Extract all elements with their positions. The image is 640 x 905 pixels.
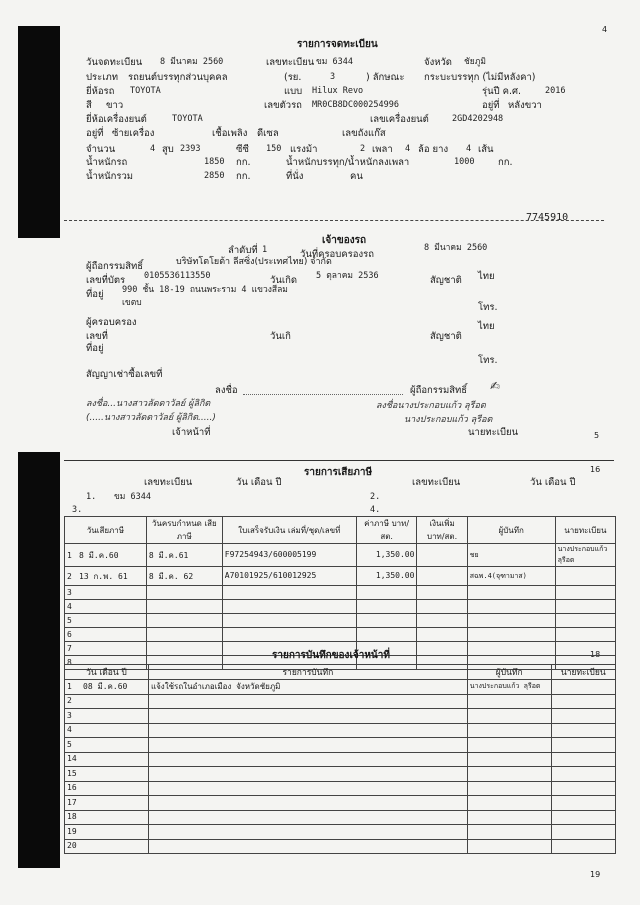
- possess-date-label: วันที่ครอบครองรถ: [300, 249, 374, 260]
- notes-row: [65, 738, 616, 753]
- tax-registrar: [555, 544, 615, 567]
- tax-row-index: 8: [67, 657, 72, 667]
- load-unit: กก.: [498, 157, 513, 168]
- address: 990 ชั้น 18-19 ถนนพระราม 4 แขวงสีลม: [122, 285, 288, 295]
- tax-title: รายการเสียภาษี: [304, 467, 373, 478]
- notes-recorder: [467, 752, 551, 767]
- notes-row-index: 14: [67, 754, 77, 764]
- tax-registrar-text: นางประกอบแก้ว ลุรีอต: [557, 545, 608, 564]
- cc: 150: [266, 144, 282, 154]
- notes-date: [65, 723, 149, 738]
- notes-date: [65, 825, 149, 840]
- sequence: 1: [262, 245, 268, 255]
- rs-number: 3: [330, 72, 336, 82]
- notes-recorder: [467, 796, 551, 811]
- page-number-5: 5: [594, 431, 600, 440]
- engine-brand: TOYOTA: [172, 114, 203, 124]
- notes-date: [65, 738, 149, 753]
- tax-due-date: [146, 600, 222, 614]
- tax-col-recorder: ผู้บันทึก: [467, 517, 555, 544]
- tax-plate-row4-index: 4.: [370, 505, 381, 515]
- notes-date: [65, 839, 149, 854]
- notes-row-index: 18: [67, 812, 77, 822]
- tax-col-due-date: วันครบกำหนด เสียภาษี: [146, 517, 222, 544]
- tax-plate-header: เลขทะเบียน: [144, 477, 193, 488]
- contract-label: สัญญาเช่าซื้อเลขที่: [86, 369, 163, 380]
- notes-col-recorder: ผู้บันทึก: [467, 665, 551, 680]
- sign-holder-line: [243, 394, 403, 395]
- tax-due-date-text: 8 มี.ค.61: [148, 550, 189, 560]
- occupant-birth-label: วันเกิ: [270, 331, 291, 342]
- tax-surcharge: [417, 614, 467, 628]
- brand: TOYOTA: [130, 86, 161, 96]
- tax-amount: [356, 586, 417, 600]
- address-label: ที่อยู่: [86, 289, 104, 300]
- count: 4: [150, 144, 156, 154]
- sign-holder-label: ผู้ถือกรรมสิทธิ์: [410, 385, 468, 396]
- notes-recorder: [467, 723, 551, 738]
- tax-paid-date: [65, 614, 147, 628]
- notes-entry: [148, 796, 467, 811]
- axle-label: เพลา: [372, 144, 393, 155]
- model: Hilux Revo: [312, 86, 364, 96]
- cylinder-label: สูบ: [162, 144, 174, 155]
- notes-col-entry: รายการบันทึก: [148, 665, 467, 680]
- tax-paid-date: [65, 586, 147, 600]
- notes-date: [65, 680, 149, 695]
- notes-row: [65, 694, 616, 709]
- tax-amount-text: 1,350.00: [375, 550, 415, 559]
- notes-entry: [148, 709, 467, 724]
- registrar-label: นายทะเบียน: [468, 427, 519, 438]
- tax-paid-date: [65, 628, 147, 642]
- tax-row: [65, 567, 616, 586]
- weight-label: น้ำหนักรถ: [86, 157, 128, 168]
- tax-due-date: [146, 586, 222, 600]
- notes-row-index: 17: [67, 797, 77, 807]
- notes-row-index: 4: [67, 725, 72, 735]
- fuel-label: เชื้อเพลิง: [212, 128, 248, 139]
- tax-date-header: วัน เดือน ปี: [236, 477, 282, 488]
- plate-label: เลขทะเบียน: [266, 57, 315, 68]
- sequence-label: ลำดับที่: [228, 245, 258, 256]
- page-number-19: 19: [590, 870, 601, 879]
- chassis-number: MR0CB8DC000254996: [312, 100, 399, 110]
- notes-row: [65, 680, 616, 695]
- page-number-4: 4: [602, 25, 608, 34]
- fuel: ดีเซล: [257, 128, 279, 139]
- notes-recorder: [467, 839, 551, 854]
- notes-entry: [148, 694, 467, 709]
- redaction-bar-middle: [18, 452, 60, 668]
- wheel: 4: [466, 144, 472, 154]
- notes-row: [65, 781, 616, 796]
- tax-col-surcharge: เงินเพิ่ม บาท/สต.: [417, 517, 467, 544]
- officer-label: เจ้าหน้าที่: [172, 427, 211, 438]
- tax-registrar: [555, 586, 615, 600]
- occupant-nation: ไทย: [478, 321, 495, 332]
- reg-date: 8 มีนาคม 2560: [160, 57, 224, 67]
- notes-row-index: 2: [67, 696, 72, 706]
- holder-label: ผู้ถือกรรมสิทธิ์: [86, 261, 144, 272]
- tax-recorder: [467, 628, 555, 642]
- notes-recorder: [467, 825, 551, 840]
- holder-signature: ✍: [490, 379, 501, 393]
- notes-recorder: [467, 694, 551, 709]
- tax-recorder: [467, 642, 555, 656]
- gas-tank-label: เลขถังแก๊ส: [342, 128, 386, 139]
- notes-date: [65, 767, 149, 782]
- notes-registrar: [551, 781, 615, 796]
- tax-row: [65, 544, 616, 567]
- notes-row-index: 20: [67, 841, 77, 851]
- notes-table: [64, 664, 616, 854]
- hp-label: แรงม้า: [290, 144, 318, 155]
- brand-label: ยี่ห้อรถ: [86, 86, 115, 97]
- notes-entry: [148, 825, 467, 840]
- tax-due-date-text: 8 มี.ค. 62: [148, 571, 194, 581]
- notes-recorder: [467, 810, 551, 825]
- tax-paid-date: [65, 567, 147, 586]
- tax-registrar: [555, 614, 615, 628]
- notes-registrar: [551, 680, 615, 695]
- tel-label: โทร.: [478, 302, 498, 313]
- tax-receipt-text: A70101925/610012925: [224, 571, 317, 580]
- notes-registrar: [551, 723, 615, 738]
- tax-due-date: [146, 567, 222, 586]
- vehicle-type: รถยนต์บรรทุกส่วนบุคคล: [128, 72, 228, 83]
- cc-label: ซีซี: [236, 144, 249, 155]
- owner-strip-number: 7745910: [526, 212, 569, 223]
- vehicle-character: กระบะบรรทุก (ไม่มีหลังคา): [424, 72, 536, 83]
- tax-recorder: [467, 586, 555, 600]
- tax-recorder: [467, 567, 555, 586]
- notes-recorder: [467, 680, 551, 695]
- engine-position-label: อยู่ที่: [86, 128, 104, 139]
- tax-row-index: 7: [67, 643, 72, 653]
- sign-holder-prefix: ลงชื่อ: [215, 385, 238, 396]
- notes-date: [65, 781, 149, 796]
- notes-registrar: [551, 839, 615, 854]
- tax-row-index: 5: [67, 615, 72, 625]
- notes-date-text: 08 มี.ค.60: [83, 682, 128, 692]
- notes-recorder: [467, 767, 551, 782]
- chassis-position-label: อยู่ที่: [482, 100, 500, 111]
- notes-date: [65, 796, 149, 811]
- notes-registrar: [551, 709, 615, 724]
- tax-row-index: 3: [67, 587, 72, 597]
- tax-receipt: [222, 600, 356, 614]
- sign-mid: ลงชื่อนางประกอบแก้ว ลุรีอต: [376, 401, 486, 411]
- hp: 2: [360, 144, 366, 154]
- notes-recorder: [467, 709, 551, 724]
- total-weight-label: น้ำหนักรวม: [86, 171, 134, 182]
- notes-row: [65, 709, 616, 724]
- tax-row-index: 6: [67, 629, 72, 639]
- tax-col-registrar: นายทะเบียน: [555, 517, 615, 544]
- birth-date: 5 ตุลาคม 2536: [316, 271, 379, 281]
- tax-row: [65, 628, 616, 642]
- notes-date: [65, 709, 149, 724]
- tax-recorder-text: ชย: [469, 550, 479, 559]
- notes-recorder: [467, 738, 551, 753]
- seat-label: ที่นั่ง: [286, 171, 304, 182]
- notes-row: [65, 796, 616, 811]
- nation-label: สัญชาติ: [430, 275, 462, 286]
- notes-registrar: [551, 752, 615, 767]
- model-label: แบบ: [284, 86, 303, 97]
- owner-title: เจ้าของรถ: [322, 235, 367, 246]
- chassis-label: เลขตัวรถ: [264, 100, 302, 111]
- tax-table: [64, 516, 616, 670]
- notes-row: [65, 810, 616, 825]
- notes-entry: [148, 781, 467, 796]
- notes-recorder: [467, 781, 551, 796]
- occupant-tel-label: โทร.: [478, 355, 498, 366]
- sign-left: ลงชื่อ...นางสาวลัดดาวัลย์ ผู้ลิกิต: [86, 399, 211, 409]
- notes-registrar: [551, 825, 615, 840]
- holder-name: บริษัทโตโยต้า ลีสซิ่ง(ประเทศไทย) จำกัด: [176, 257, 332, 267]
- tax-registrar: [555, 642, 615, 656]
- load: 1000: [454, 157, 475, 167]
- tax-receipt: [222, 544, 356, 567]
- notes-row: [65, 723, 616, 738]
- notes-entry: [148, 752, 467, 767]
- tax-recorder: [467, 544, 555, 567]
- tax-col-amount: ค่าภาษี บาท/สต.: [356, 517, 417, 544]
- notes-row-index: 16: [67, 783, 77, 793]
- province-label: จังหวัด: [424, 57, 452, 68]
- engine-position: ซ้ายเครื่อง: [112, 128, 155, 139]
- tax-paid-date-text: 8 มี.ค.60: [79, 550, 119, 560]
- tax-receipt-text: F97254943/600005199: [224, 550, 317, 559]
- tax-amount: [356, 544, 417, 567]
- province: ชัยภูมิ: [464, 57, 486, 67]
- reg-date-label: วันจดทะเบียน: [86, 57, 143, 68]
- color: ขาว: [106, 100, 124, 111]
- tax-registrar: [555, 628, 615, 642]
- redaction-bar-top: [18, 26, 60, 238]
- id-number: 0105536113550: [144, 271, 211, 281]
- notes-registrar: [551, 796, 615, 811]
- tax-due-date: [146, 544, 222, 567]
- notes-row: [65, 839, 616, 854]
- plate-number: ขม 6344: [316, 57, 354, 67]
- tax-due-date: [146, 614, 222, 628]
- page-number-18: 18: [590, 650, 601, 659]
- tax-paid-date: [65, 642, 147, 656]
- notes-entry: [148, 810, 467, 825]
- weight-unit: กก.: [236, 157, 251, 168]
- owner-strip-line: [64, 220, 604, 222]
- axle: 4: [405, 144, 411, 154]
- tax-surcharge: [417, 628, 467, 642]
- load-label: น้ำหนักบรรทุก/น้ำหนักลงเพลา: [286, 157, 410, 168]
- tax-receipt: [222, 567, 356, 586]
- tax-receipt: [222, 614, 356, 628]
- weight: 1850: [204, 157, 225, 167]
- birth-label: วันเกิด: [270, 275, 297, 286]
- tax-paid-date-text: 13 ก.พ. 61: [79, 571, 128, 581]
- notes-entry: [148, 767, 467, 782]
- tax-plate-row3-index: 3.: [72, 505, 83, 515]
- tax-due-date: [146, 628, 222, 642]
- possess-date: 8 มีนาคม 2560: [424, 243, 488, 253]
- notes-registrar: [551, 767, 615, 782]
- notes-recorder-text: นางประกอบแก้ว ลุรีอต: [469, 682, 541, 691]
- occupant-label: ผู้ครอบครอง: [86, 317, 137, 328]
- character-label: ) ลักษณะ: [366, 72, 405, 83]
- tax-plate-row1: ขม 6344: [114, 492, 152, 502]
- page-number-16: 16: [590, 465, 601, 474]
- tax-surcharge: [417, 544, 467, 567]
- notes-date: [65, 694, 149, 709]
- nation: ไทย: [478, 271, 495, 282]
- tax-surcharge: [417, 642, 467, 656]
- wheel-label: ล้อ ยาง: [418, 144, 449, 155]
- notes-title: รายการบันทึกของเจ้าหน้าที่: [272, 650, 390, 661]
- registration-title: รายการจดทะเบียน: [297, 39, 378, 50]
- color-label: สี: [86, 100, 92, 111]
- tax-row-index: 2: [67, 571, 72, 581]
- notes-date: [65, 752, 149, 767]
- sign-left-name: (.....นางสาวลัดดาวัลย์ ผู้ลิกิต.....): [86, 413, 216, 423]
- tax-row: [65, 614, 616, 628]
- sign-mid-name: นางประกอบแก้ว ลุรีอต: [404, 415, 493, 425]
- notes-row: [65, 767, 616, 782]
- address-line2: เขตบ: [122, 298, 142, 308]
- tax-top-line: [64, 460, 614, 461]
- tax-registrar: [555, 567, 615, 586]
- count-label: จำนวน: [86, 144, 116, 155]
- tax-plate-row2-index: 2.: [370, 492, 381, 502]
- notes-registrar: [551, 694, 615, 709]
- tax-surcharge: [417, 567, 467, 586]
- notes-row: [65, 825, 616, 840]
- notes-row-index: 15: [67, 768, 77, 778]
- tax-col-paid-date: วันเสียภาษี: [65, 517, 147, 544]
- notes-registrar: [551, 738, 615, 753]
- notes-registrar: [551, 810, 615, 825]
- tax-surcharge: [417, 600, 467, 614]
- notes-row-index: 19: [67, 826, 77, 836]
- tax-table-header: [65, 517, 616, 544]
- type-label: ประเภท: [86, 72, 119, 83]
- tax-recorder: [467, 600, 555, 614]
- tax-receipt: [222, 586, 356, 600]
- engine-number-label: เลขเครื่องยนต์: [370, 114, 429, 125]
- engine-brand-label: ยี่ห้อเครื่องยนต์: [86, 114, 147, 125]
- notes-entry: [148, 723, 467, 738]
- tax-plate-row1-index: 1.: [86, 492, 97, 502]
- tax-amount: [356, 614, 417, 628]
- notes-entry: [148, 680, 467, 695]
- tax-amount: [356, 628, 417, 642]
- year-label: รุ่นปี ค.ศ.: [482, 86, 522, 97]
- tax-surcharge: [417, 586, 467, 600]
- tire-label: เส้น: [478, 144, 494, 155]
- tax-date-header-2: วัน เดือน ปี: [530, 477, 576, 488]
- id-label: เลขที่บัตร: [86, 275, 126, 286]
- tax-recorder-text: สฉพ.4(จุฑามาส): [469, 571, 527, 580]
- tax-amount: [356, 567, 417, 586]
- notes-col-registrar: นายทะเบียน: [551, 665, 615, 680]
- tax-recorder: [467, 614, 555, 628]
- notes-entry: [148, 738, 467, 753]
- notes-entry: [148, 839, 467, 854]
- tax-row-index: 4: [67, 601, 72, 611]
- occupant-address-label: ที่อยู่: [86, 343, 104, 354]
- tax-plate-header-2: เลขทะเบียน: [412, 477, 461, 488]
- chassis-position: หลังขวา: [508, 100, 542, 111]
- notes-row: [65, 752, 616, 767]
- notes-row-index: 1: [67, 682, 72, 692]
- year: 2016: [545, 86, 566, 96]
- tax-col-receipt: ใบเสร็จรับเงิน เล่มที่/ชุด/เลขที่: [222, 517, 356, 544]
- tax-paid-date: [65, 544, 147, 567]
- total-weight: 2850: [204, 171, 225, 181]
- seat-unit: คน: [350, 171, 363, 182]
- tax-due-date: [146, 642, 222, 656]
- engine-number: 2GD4202948: [452, 114, 504, 124]
- notes-date: [65, 810, 149, 825]
- tax-registrar: [555, 600, 615, 614]
- redaction-bar-bottom: [18, 668, 60, 868]
- notes-col-date: วัน เดือน ปี: [65, 665, 149, 680]
- notes-row-index: 3: [67, 710, 72, 720]
- tax-paid-date: [65, 600, 147, 614]
- notes-row-index: 5: [67, 739, 72, 749]
- notes-entry-text: แจ้งใช้รถในอำเภอเมือง จังหวัดชัยภูมิ: [150, 682, 281, 692]
- notes-table-header: [65, 665, 616, 680]
- cylinder: 2393: [180, 144, 201, 154]
- tax-row: [65, 600, 616, 614]
- total-weight-unit: กก.: [236, 171, 251, 182]
- tax-receipt: [222, 628, 356, 642]
- tax-row: [65, 586, 616, 600]
- tax-amount: [356, 600, 417, 614]
- tax-row-index: 1: [67, 550, 72, 560]
- occupant-nation-label: สัญชาติ: [430, 331, 462, 342]
- tax-amount-text: 1,350.00: [375, 571, 415, 580]
- rs-label: (รย.: [284, 72, 302, 83]
- occupant-id-label: เลขที่: [86, 331, 108, 342]
